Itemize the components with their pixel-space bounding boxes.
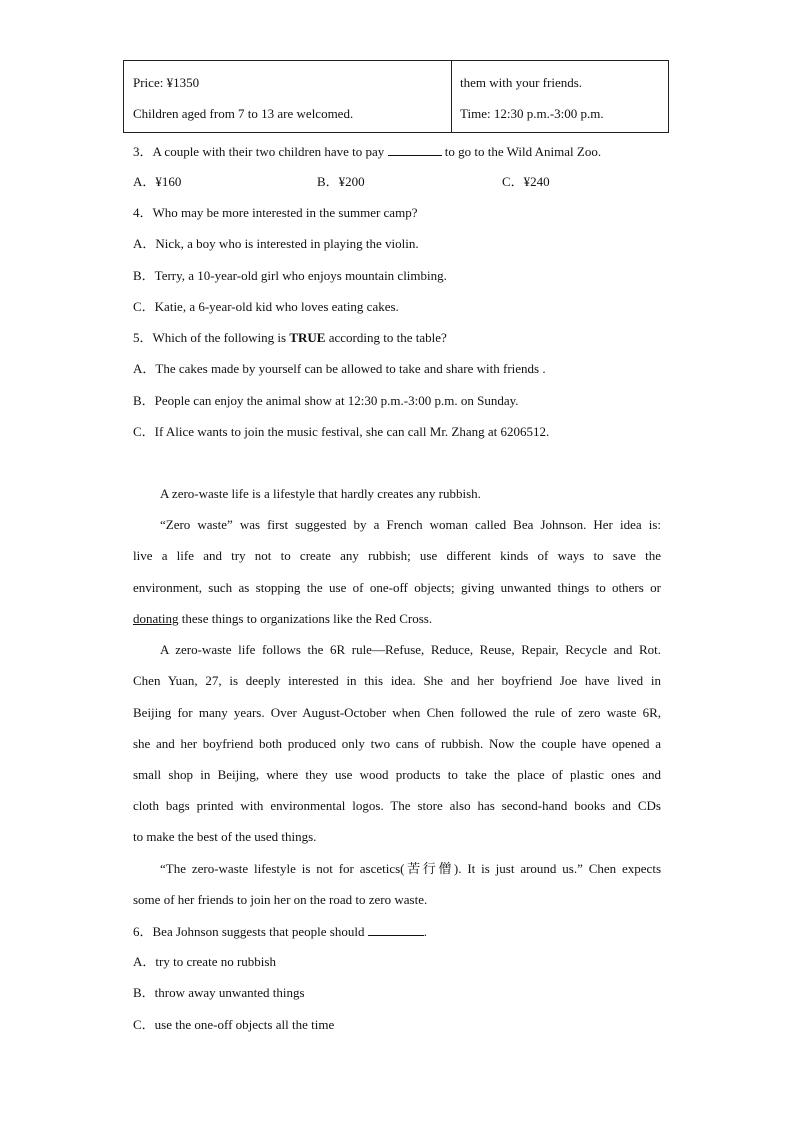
question-3-stem (133, 143, 601, 160)
passage-paragraph-2-line-3: environment, such as stopping the use of one-off objects; giving unwanted things to others or (133, 580, 661, 595)
question-5-stem-bold: TRUE (289, 330, 326, 345)
question-5-stem-end: according to the table? (325, 330, 447, 345)
question-5-stem-start: 5．Which of the following is (133, 330, 287, 345)
answer-blank (388, 143, 442, 156)
passage-paragraph-3-line-7: to make the best of the used things. (133, 829, 317, 844)
answer-blank (368, 923, 424, 936)
table-children-text: Children aged from 7 to 13 are welcomed. (133, 106, 354, 121)
question-5-option-b: B．People can enjoy the animal show at 12:30 p.m.-3:00 p.m. on Sunday. (133, 393, 519, 408)
question-3-option-a: A．¥160 (133, 174, 182, 189)
passage-paragraph-3-line-5: small shop in Beijing, where they use wood products to take the place of plastic ones and (133, 767, 661, 782)
passage-paragraph-3-line-1: A zero-waste life follows the 6R rule—Refuse, Reduce, Reuse, Repair, Recycle and Rot. (160, 642, 661, 657)
table-price-text: Price: ¥1350 (133, 75, 200, 90)
question-5-option-a: A．The cakes made by yourself can be allowed to take and share with friends . (133, 361, 546, 376)
question-4-option-b: B．Terry, a 10-year-old girl who enjoys mountain climbing. (133, 268, 447, 283)
passage-paragraph-3-line-3: Beijing for many years. Over August-October when Chen followed the rule of zero waste 6R, (133, 705, 661, 720)
question-6-option-c: C．use the one-off objects all the time (133, 1017, 335, 1032)
question-5-stem (133, 330, 447, 346)
table-time-text: Time: 12:30 p.m.-3:00 p.m. (460, 106, 604, 121)
question-3-option-c: C．¥240 (502, 174, 550, 189)
passage-paragraph-2-line-1: “Zero waste” was first suggested by a French woman called Bea Johnson. Her idea is: (160, 517, 661, 532)
question-4-option-c: C．Katie, a 6-year-old kid who loves eating cakes. (133, 299, 399, 314)
table-share-text: them with your friends. (460, 75, 583, 90)
question-3-option-b: B．¥200 (317, 174, 365, 189)
question-6-option-b: B．throw away unwanted things (133, 985, 305, 1000)
passage-paragraph-1: A zero-waste life is a lifestyle that hardly creates any rubbish. (160, 486, 481, 501)
passage-paragraph-2-line-2: live a life and try not to create any rubbish; use different kinds of ways to save the (133, 548, 661, 563)
passage-paragraph-3-line-6: cloth bags printed with environmental logos. The store also has second-hand books and CDs (133, 798, 661, 813)
question-6-stem (133, 923, 427, 940)
passage-paragraph-3-line-4: she and her boyfriend both produced only two cans of rubbish. Now the couple have opened a (133, 736, 661, 751)
passage-paragraph-2-line-4 (133, 611, 432, 627)
question-3-stem-end: to go to the Wild Animal Zoo. (444, 144, 602, 159)
passage-paragraph-4-line-1: “The zero-waste lifestyle is not for ascetics(苦行僧). It is just around us.” Chen expects (160, 861, 661, 876)
question-5-option-c: C．If Alice wants to join the music festival, she can call Mr. Zhang at 6206512. (133, 424, 550, 439)
question-4-option-a: A．Nick, a boy who is interested in playing the violin. (133, 236, 419, 251)
question-6-option-a: A．try to create no rubbish (133, 954, 276, 969)
question-6-stem-end: . (423, 924, 427, 939)
passage-paragraph-2-line-4-rest: these things to organizations like the Red Cross. (178, 611, 433, 626)
underlined-word-donating: donating (133, 611, 179, 626)
passage-paragraph-3-line-2: Chen Yuan, 27, is deeply interested in this idea. She and her boyfriend Joe have lived in (133, 673, 661, 688)
question-6-stem-start: 6．Bea Johnson suggests that people should (133, 924, 365, 939)
info-table (123, 60, 669, 133)
question-3-stem-start: 3．A couple with their two children have to pay (133, 144, 385, 159)
passage-paragraph-4-line-2: some of her friends to join her on the road to zero waste. (133, 892, 428, 907)
question-4-stem: 4．Who may be more interested in the summer camp? (133, 205, 418, 220)
